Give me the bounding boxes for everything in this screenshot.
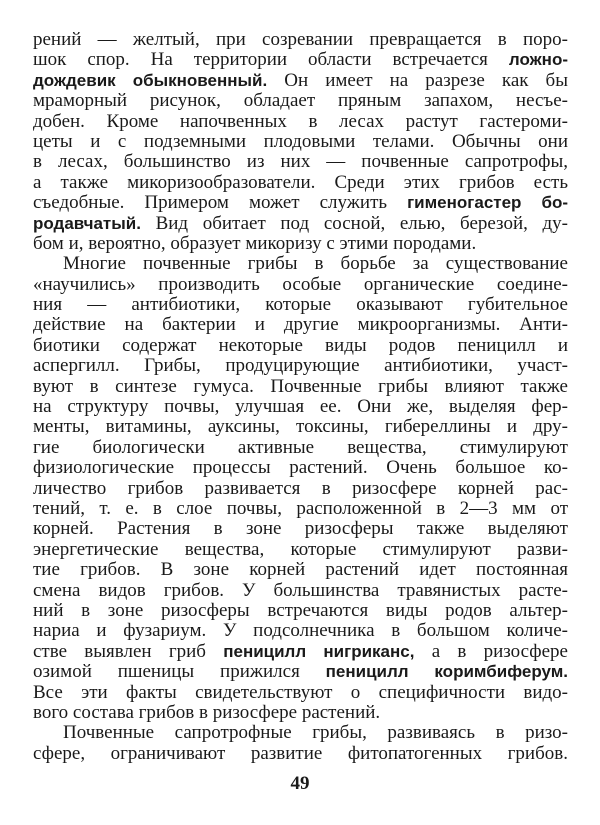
text-segment: тений, т. е. в слое почвы, расположенной в 2—3 мм от — [33, 497, 568, 519]
text-line — [33, 377, 568, 397]
text-line — [33, 112, 568, 132]
text-line — [33, 540, 568, 560]
bold-term: пеницилл нигриканс, — [223, 641, 415, 661]
text-line — [33, 417, 568, 437]
text-segment: Все эти факты свидетельствуют о специфичности видо- — [33, 681, 568, 703]
text-line — [33, 560, 568, 580]
text-segment: личество грибов развивается в ризосфере корней рас- — [33, 477, 568, 499]
text-segment: вого состава грибов в ризосфере растений. — [33, 701, 381, 723]
text-line — [33, 601, 568, 621]
text-segment: добен. Кроме напочвенных в лесах растут гастероми- — [33, 110, 568, 132]
text-line — [33, 71, 568, 91]
text-line — [33, 499, 568, 519]
text-segment: мраморный рисунок, обладает пряным запахом, несъе- — [33, 90, 568, 112]
text-line — [33, 519, 568, 539]
text-line — [33, 254, 568, 274]
text-line — [33, 458, 568, 478]
text-segment: съедобные. Примером может служить — [33, 192, 408, 214]
text-segment: шок спор. На территории области встречается — [33, 49, 509, 71]
text-line — [33, 479, 568, 499]
text-line — [33, 315, 568, 335]
bold-term: гименогастер бо- — [407, 193, 568, 213]
body-text — [33, 30, 568, 764]
text-line — [33, 152, 568, 172]
text-segment: на структуру почвы, улучшая ее. Они же, выделяя фер- — [33, 396, 568, 418]
text-line — [33, 91, 568, 111]
text-segment: энергетические вещества, которые стимулируют разви- — [33, 538, 568, 560]
text-segment: Вид обитает под сосной, елью, березой, ду- — [140, 212, 568, 234]
page-number: 49 — [290, 773, 310, 794]
text-segment: озимой пшеницы прижился — [33, 661, 326, 683]
text-segment: вуют в синтезе гумуса. Почвенные грибы влияют также — [33, 375, 568, 397]
text-segment: Почвенные сапротрофные грибы, развиваясь в ризо- — [63, 722, 568, 744]
text-line — [33, 581, 568, 601]
text-segment: Многие почвенные грибы в борьбе за существование — [63, 253, 568, 275]
text-line — [33, 50, 568, 70]
text-line — [33, 214, 568, 234]
text-segment: ний в зоне ризосферы встречаются виды родов альтер- — [33, 599, 568, 621]
text-segment: ния — антибиотики, которые оказывают губительное — [33, 294, 568, 316]
text-line — [33, 621, 568, 641]
text-line — [33, 642, 568, 662]
text-line — [33, 744, 568, 764]
text-segment: сфере, ограничивают развитие фитопатогенных грибов. — [33, 742, 568, 764]
text-segment: менты, витамины, ауксины, токсины, гибереллины и дру- — [33, 416, 568, 438]
text-segment: в лесах, большинство из них — почвенные сапротрофы, — [33, 151, 568, 173]
text-line — [33, 438, 568, 458]
text-line — [33, 397, 568, 417]
text-segment: аспергилл. Грибы, продуцирующие антибиотики, участ- — [33, 355, 568, 377]
text-line — [33, 132, 568, 152]
text-line — [33, 662, 568, 682]
text-segment: стве выявлен гриб — [33, 640, 224, 662]
text-line — [33, 295, 568, 315]
text-segment: «научились» производить особые органические соедине- — [33, 273, 568, 295]
text-segment: действие на бактерии и другие микроорганизмы. Анти- — [33, 314, 568, 336]
text-line — [33, 193, 568, 213]
text-segment: тие грибов. В зоне корней растений идет постоянная — [33, 559, 568, 581]
text-segment: биотики содержат некоторые виды родов пеницилл и — [33, 334, 568, 356]
text-segment: физиологические процессы растений. Очень большое ко- — [33, 457, 568, 479]
text-line — [33, 703, 568, 723]
text-line — [33, 173, 568, 193]
text-line — [33, 234, 568, 254]
text-line — [33, 723, 568, 743]
text-segment: а в ризосфере — [414, 640, 568, 662]
text-segment: цеты и с подземными плодовыми телами. Обычны они — [33, 130, 568, 152]
bold-term: ложно- — [508, 50, 568, 70]
text-segment: смена видов грибов. У большинства травянистых расте- — [33, 579, 568, 601]
text-segment: рений — желтый, при созревании превращается в поро- — [33, 29, 568, 50]
text-segment: нариа и фузариум. У подсолнечника в большом количе- — [33, 620, 568, 642]
text-segment: корней. Растения в зоне ризосферы также выделяют — [33, 518, 568, 540]
text-line — [33, 356, 568, 376]
text-segment: Он имеет на разрезе как бы — [267, 69, 568, 91]
text-line — [33, 30, 568, 50]
text-line — [33, 336, 568, 356]
bold-term: дождевик обыкновенный. — [33, 70, 268, 90]
text-line — [33, 275, 568, 295]
bold-term: родавчатый. — [33, 213, 141, 233]
text-segment: а также микоризообразователи. Среди этих грибов есть — [33, 171, 568, 193]
text-segment: гие биологически активные вещества, стимулируют — [33, 436, 568, 458]
text-line — [33, 683, 568, 703]
bold-term: пеницилл коримбиферум. — [325, 662, 569, 682]
text-segment: бом и, вероятно, образует микоризу с этими породами. — [33, 232, 477, 254]
